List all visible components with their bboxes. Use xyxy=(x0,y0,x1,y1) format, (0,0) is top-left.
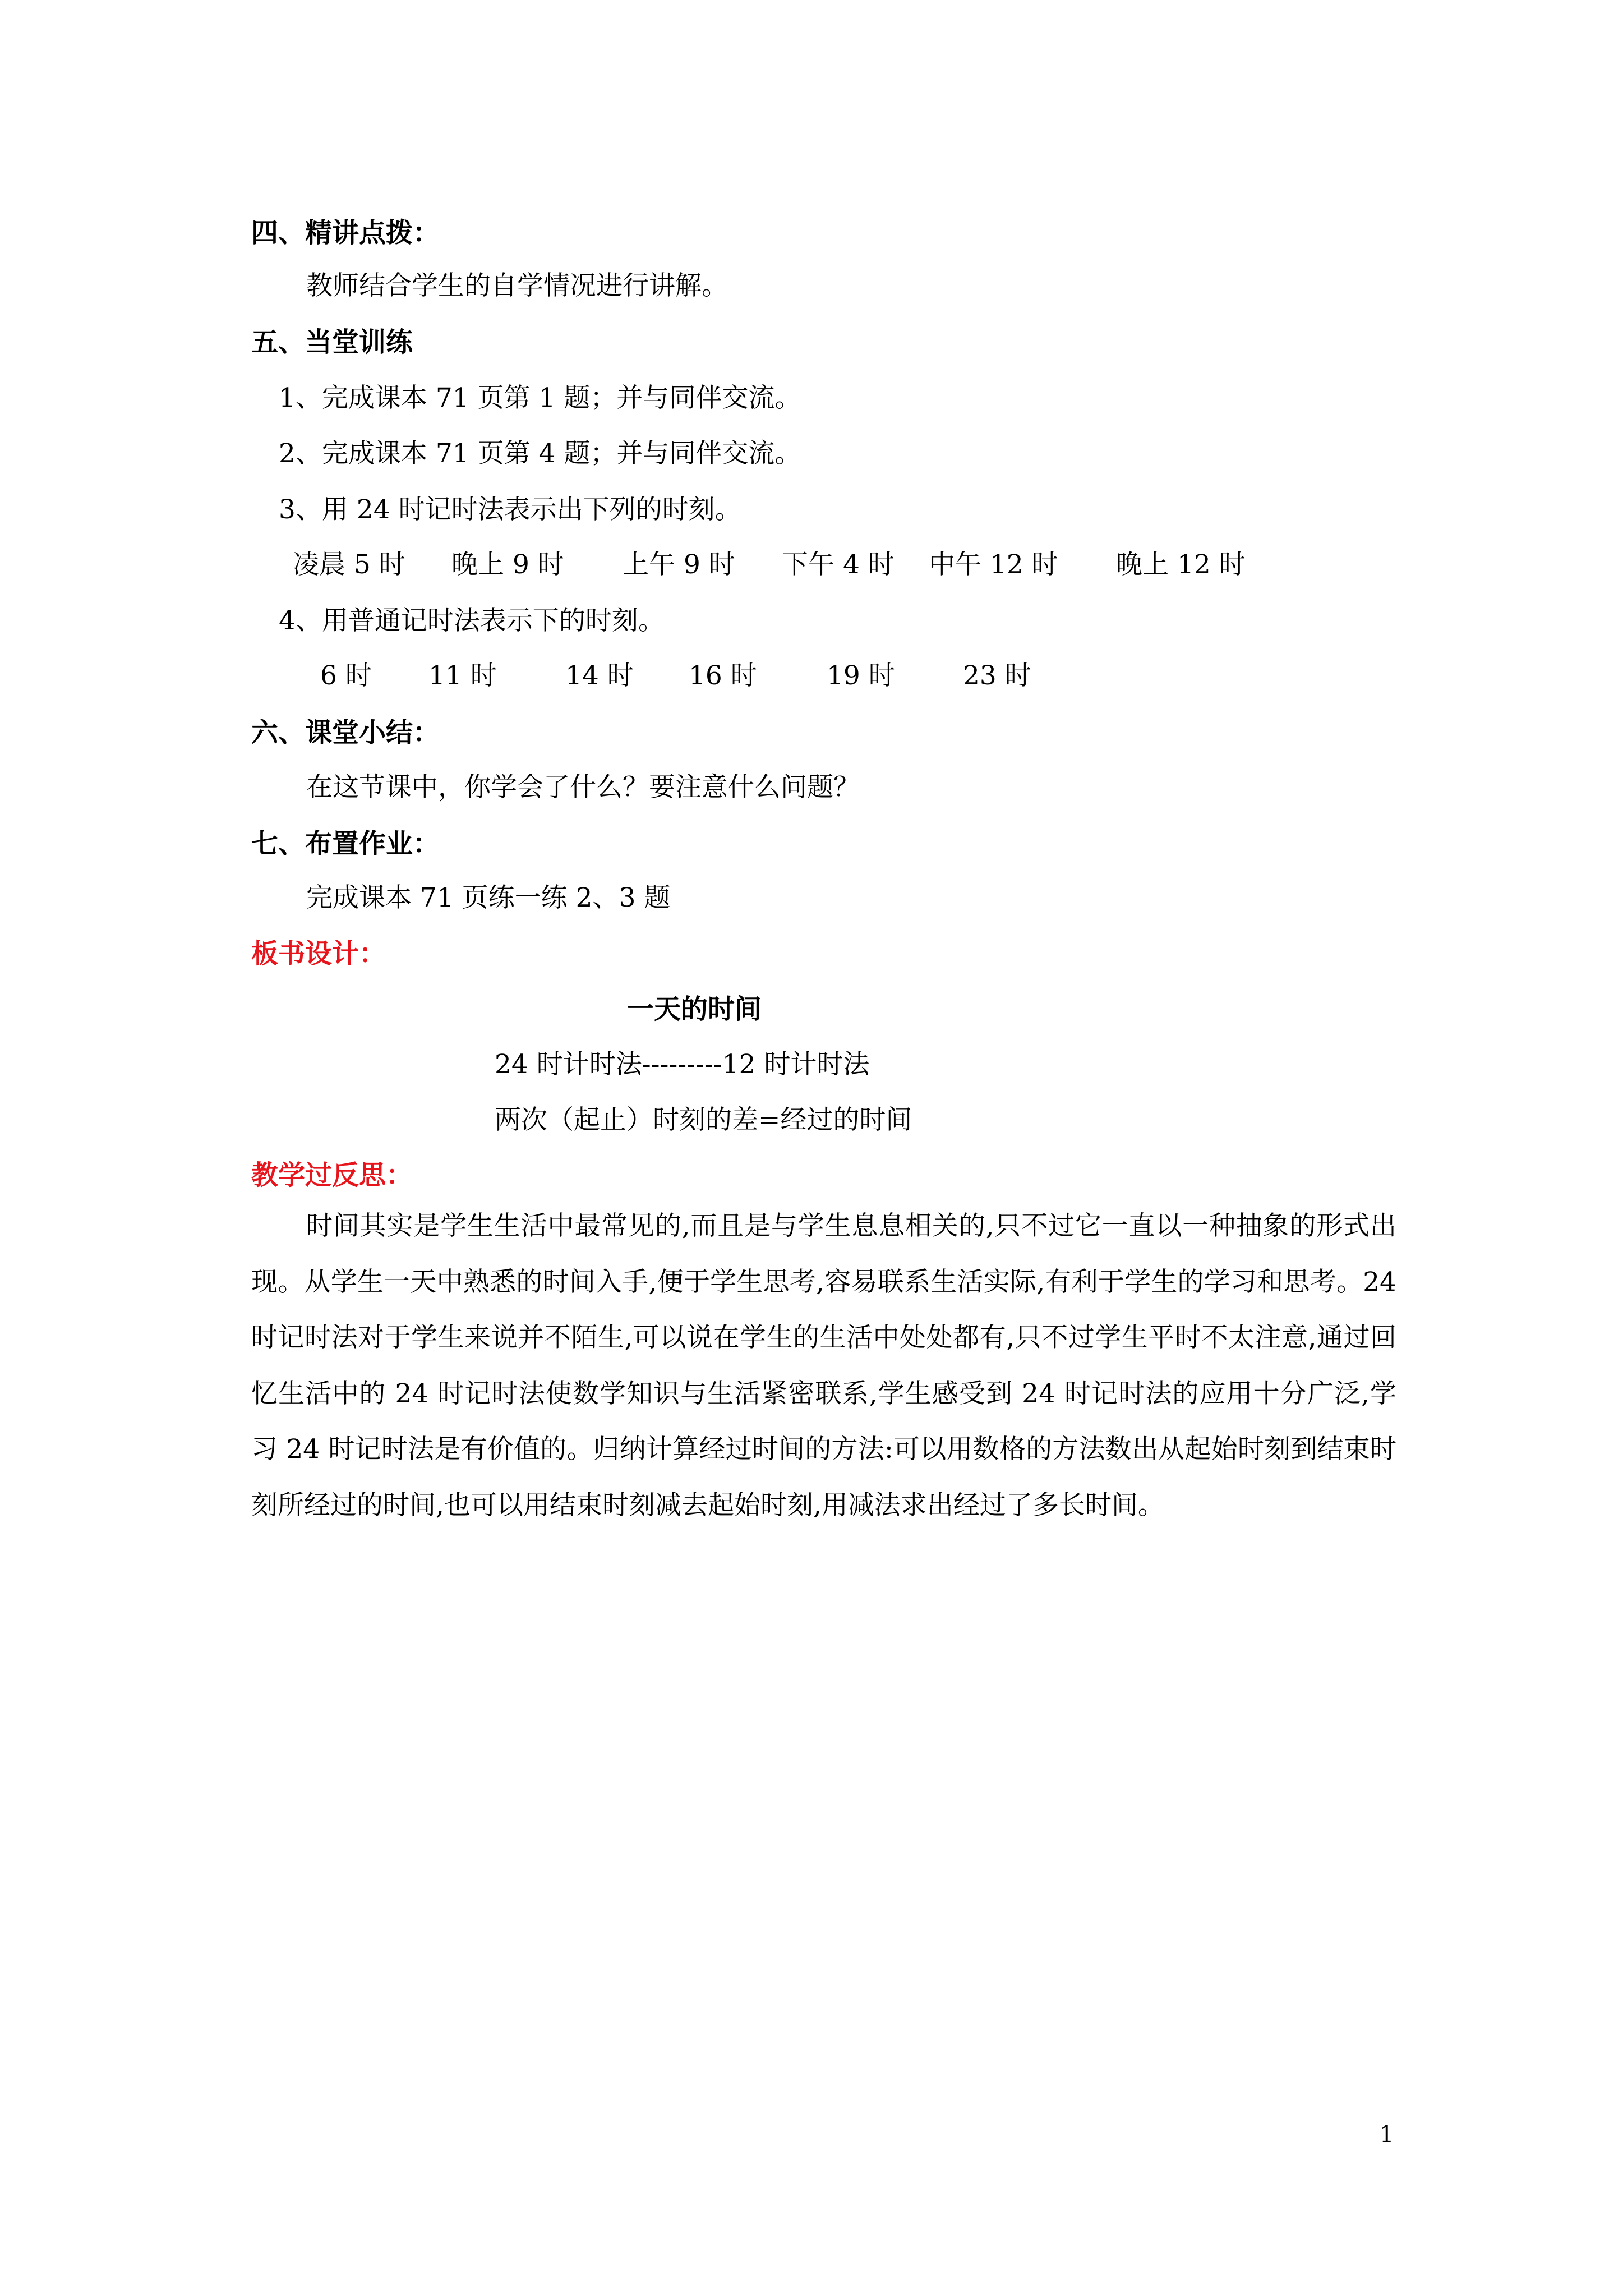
time-item: 晚上 12 时 xyxy=(1116,549,1246,580)
time-item: 下午 4 时 xyxy=(782,549,895,580)
time-item: 23 时 xyxy=(963,660,1031,691)
time-item: 凌晨 5 时 xyxy=(293,549,405,580)
board-line-2: 两次（起止）时刻的差=经过的时间 xyxy=(495,1105,912,1135)
exercise-item-4: 4、用普通记时法表示下的时刻。 xyxy=(279,605,665,636)
exercise-item-1: 1、完成课本 71 页第 1 题；并与同伴交流。 xyxy=(279,383,801,413)
times-12h-row xyxy=(0,548,1623,582)
exercise-item-3: 3、用 24 时记时法表示出下列的时刻。 xyxy=(279,494,741,525)
time-item: 11 时 xyxy=(428,660,497,691)
time-item: 晚上 9 时 xyxy=(451,549,564,580)
section-7-heading: 七、布置作业： xyxy=(251,828,440,859)
page-number: 1 xyxy=(1380,2122,1394,2147)
time-item: 14 时 xyxy=(565,660,634,691)
time-item: 6 时 xyxy=(320,660,372,691)
time-item: 19 时 xyxy=(827,660,895,691)
reflection-paragraph: 时间其实是学生生活中最常见的,而且是与学生息息相关的,只不过它一直以一种抽象的形式出现。从学生一天中熟悉的时间入手,便于学生思考,容易联系生活实际,有利于学生的学习和思考。24 时记时法对于学生来说并不陌生,可以说在学生的生活中处处都有,只不过学生平时不太注意,通过回忆生活中的 24 时记时法使数学知识与生活紧密联系,学生感受到 24 时记时法的应用十分广泛,学习 24 时记时法是有价值的。归纳计算经过时间的方法:可以用数格的方法数出从起始时刻到结束时刻所经过的时间,也可以用结束时刻减去起始时刻,用减法求出经过了多长时间。 xyxy=(251,1211,1396,1521)
section-4-heading: 四、精讲点拨： xyxy=(251,217,440,249)
time-item: 中午 12 时 xyxy=(929,549,1058,580)
section-6-text: 在这节课中，你学会了什么？要注意什么问题？ xyxy=(306,772,860,803)
board-title: 一天的时间 xyxy=(627,993,762,1025)
board-line-1: 24 时计时法---------12 时计时法 xyxy=(495,1049,870,1080)
exercise-item-2: 2、完成课本 71 页第 4 题；并与同伴交流。 xyxy=(279,438,801,469)
section-5-heading: 五、当堂训练 xyxy=(251,326,413,358)
section-6-heading: 六、课堂小结： xyxy=(251,717,440,748)
time-item: 16 时 xyxy=(689,660,757,691)
reflection-heading: 教学过反思： xyxy=(251,1159,413,1191)
section-7-text: 完成课本 71 页练一练 2、3 题 xyxy=(306,882,671,913)
time-item: 上午 9 时 xyxy=(623,549,735,580)
board-design-heading: 板书设计： xyxy=(251,938,386,969)
times-24h-row xyxy=(0,659,1623,693)
section-4-text: 教师结合学生的自学情况进行讲解。 xyxy=(306,270,728,301)
